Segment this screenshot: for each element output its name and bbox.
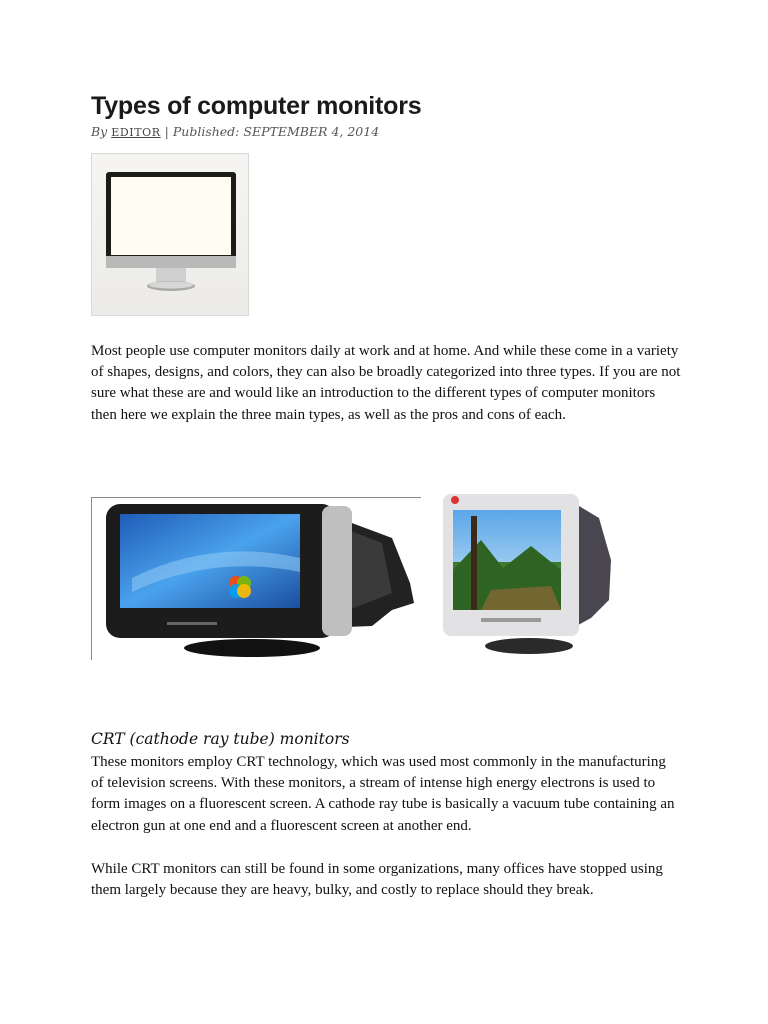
- crt-monitor-photo-left: [91, 497, 421, 660]
- crt-paragraph-1: These monitors employ CRT technology, which was used most commonly in the manufacturing of television screens. With these monitors, a stream of intense high energy electrons is used to form images on a fluorescent screen. A cathode ray tube is basically a vacuum tube containing an electron gun at one end and a fluorescent screen at another end.: [91, 754, 675, 834]
- byline-separator: |: [164, 124, 169, 139]
- published-date: SEPTEMBER 4, 2014: [243, 124, 380, 139]
- published-label: Published:: [172, 124, 240, 139]
- crt-monitor-photo-right: [441, 490, 621, 660]
- byline-prefix: By: [91, 124, 108, 139]
- crt-paragraph-2: While CRT monitors can still be found in some organizations, many offices have stopped using them largely because they are heavy, bulky, and costly to replace should they break.: [91, 861, 663, 899]
- intro-paragraph: Most people use computer monitors daily at work and at home. And while these come in a variety of shapes, designs, and colors, they can also be broadly categorized into three types. If you are not sure what these are and would like an introduction to the different types of computer monitors then here we explain the three main types, as well as the pros and cons of each.: [91, 343, 681, 423]
- article-title: Types of computer monitors: [91, 92, 422, 120]
- crt-monitor-black-icon: [92, 498, 421, 660]
- crt-monitor-silver-icon: [441, 490, 621, 660]
- desktop-monitor-image: [91, 153, 249, 316]
- author-link[interactable]: EDITOR: [111, 126, 161, 139]
- byline: [91, 124, 379, 139]
- desktop-monitor-icon: [92, 154, 248, 315]
- section-heading-crt: CRT (cathode ray tube) monitors: [91, 730, 350, 748]
